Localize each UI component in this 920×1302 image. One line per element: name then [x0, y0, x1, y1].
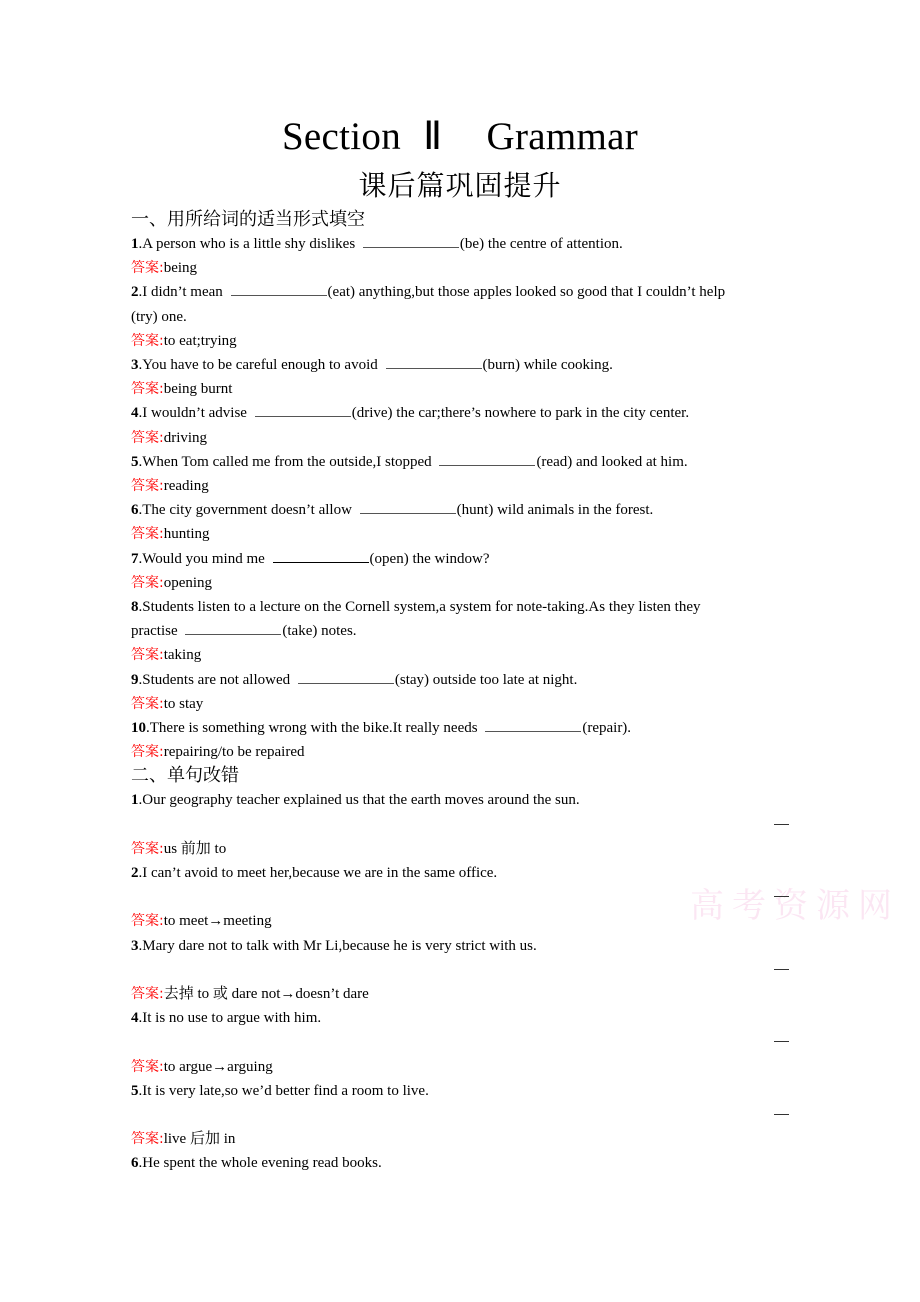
answer-1: 答案:being [131, 260, 198, 277]
correction-3: 3.Mary dare not to talk with Mr Li,because he is very strict with us. [131, 937, 537, 954]
answer-4: 答案:driving [131, 429, 208, 446]
dash-mark [774, 1041, 789, 1042]
answer-5: 答案:reading [131, 478, 209, 495]
answer-label: 答案: [131, 478, 164, 495]
answer-label: 答案: [131, 840, 164, 857]
section1-heading: 一、用所给词的适当形式填空 [131, 209, 365, 230]
answer-label: 答案: [131, 695, 164, 712]
answer-7: 答案:opening [131, 574, 213, 591]
dash-mark [774, 824, 789, 825]
answer-label: 答案: [131, 647, 164, 664]
answer-label: 答案: [131, 913, 164, 930]
title-grammar: Grammar [486, 115, 639, 158]
correction-answer-1: 答案:us 前加 to [131, 840, 227, 857]
watermark: 高考资源网 [690, 886, 900, 926]
question-1: 1.A person who is a little shy dislikes (be) the centre of attention. [131, 236, 623, 252]
document-subtitle: 课后篇巩固提升 [358, 169, 562, 202]
answer-label: 答案: [131, 744, 164, 761]
question-8-cont: practise (take) notes. [131, 623, 357, 640]
question-2: 2.I didn’t mean (eat) anything,but those apples looked so good that I couldn’t help [131, 284, 726, 301]
answer-blank [255, 404, 351, 417]
question-8: 8.Students listen to a lecture on the Cornell system,a system for note-taking.As they listen they [131, 599, 701, 616]
answer-blank [360, 501, 456, 514]
correction-answer-2: 答案:to meet→meeting [131, 913, 272, 930]
question-6: 6.The city government doesn’t allow (hunt) wild animals in the forest. [131, 502, 654, 519]
question-2-cont: (try) one. [131, 308, 187, 325]
answer-label: 答案: [131, 260, 164, 277]
answer-9: 答案:to stay [131, 695, 204, 712]
correction-1-space [131, 813, 791, 837]
answer-blank [386, 356, 482, 369]
answer-blank [363, 235, 459, 248]
correction-answer-5: 答案:live 后加 in [131, 1131, 236, 1148]
answer-label: 答案: [131, 1131, 164, 1148]
answer-blank [231, 283, 327, 296]
correction-answer-4: 答案:to argue→arguing [131, 1058, 273, 1075]
question-9: 9.Students are not allowed (stay) outside too late at night. [131, 671, 578, 688]
question-3: 3.You have to be careful enough to avoid (burn) while cooking. [131, 357, 613, 374]
answer-blank [298, 671, 394, 684]
answer-label: 答案: [131, 332, 164, 349]
dash-mark [774, 969, 789, 970]
correction-1: 1.Our geography teacher explained us that the earth moves around the sun. [131, 792, 580, 809]
dash-mark [774, 1114, 789, 1115]
section2-heading: 二、单句改错 [131, 765, 239, 787]
correction-6: 6.He spent the whole evening read books. [131, 1155, 382, 1172]
correction-5-space [131, 1103, 791, 1127]
answer-label: 答案: [131, 526, 164, 543]
correction-5: 5.It is very late,so we’d better find a room to live. [131, 1082, 429, 1099]
title-section: Section [281, 115, 402, 158]
document-title [0, 113, 920, 161]
answer-10: 答案:repairing/to be repaired [131, 744, 305, 761]
correction-2-space [131, 885, 791, 909]
answer-label: 答案: [131, 1058, 164, 1075]
answer-blank [273, 550, 369, 563]
answer-blank [485, 719, 581, 732]
answer-blank [185, 622, 281, 635]
dash-mark [774, 896, 789, 897]
answer-6: 答案:hunting [131, 526, 210, 543]
correction-3-space [131, 958, 791, 982]
answer-8: 答案:taking [131, 647, 202, 664]
correction-4: 4.It is no use to argue with him. [131, 1010, 322, 1027]
correction-2: 2.I can’t avoid to meet her,because we are in the same office. [131, 865, 498, 882]
answer-blank [439, 453, 535, 466]
answer-label: 答案: [131, 381, 164, 398]
correction-4-space [131, 1030, 791, 1054]
answer-3: 答案:being burnt [131, 381, 233, 398]
answer-label: 答案: [131, 986, 164, 1003]
answer-2: 答案:to eat;trying [131, 332, 237, 349]
question-10: 10.There is something wrong with the bike.It really needs (repair). [131, 720, 632, 737]
question-4: 4.I wouldn’t advise (drive) the car;there’s nowhere to park in the city center. [131, 405, 690, 422]
question-5: 5.When Tom called me from the outside,I stopped (read) and looked at him. [131, 453, 688, 470]
answer-label: 答案: [131, 574, 164, 591]
title-roman-numeral: Ⅱ [423, 115, 443, 158]
question-7: 7.Would you mind me (open) the window? [131, 550, 490, 567]
answer-label: 答案: [131, 429, 164, 446]
document-body [131, 208, 791, 1176]
correction-answer-3: 答案:去掉 to 或 dare not→doesn’t dare [131, 986, 369, 1003]
